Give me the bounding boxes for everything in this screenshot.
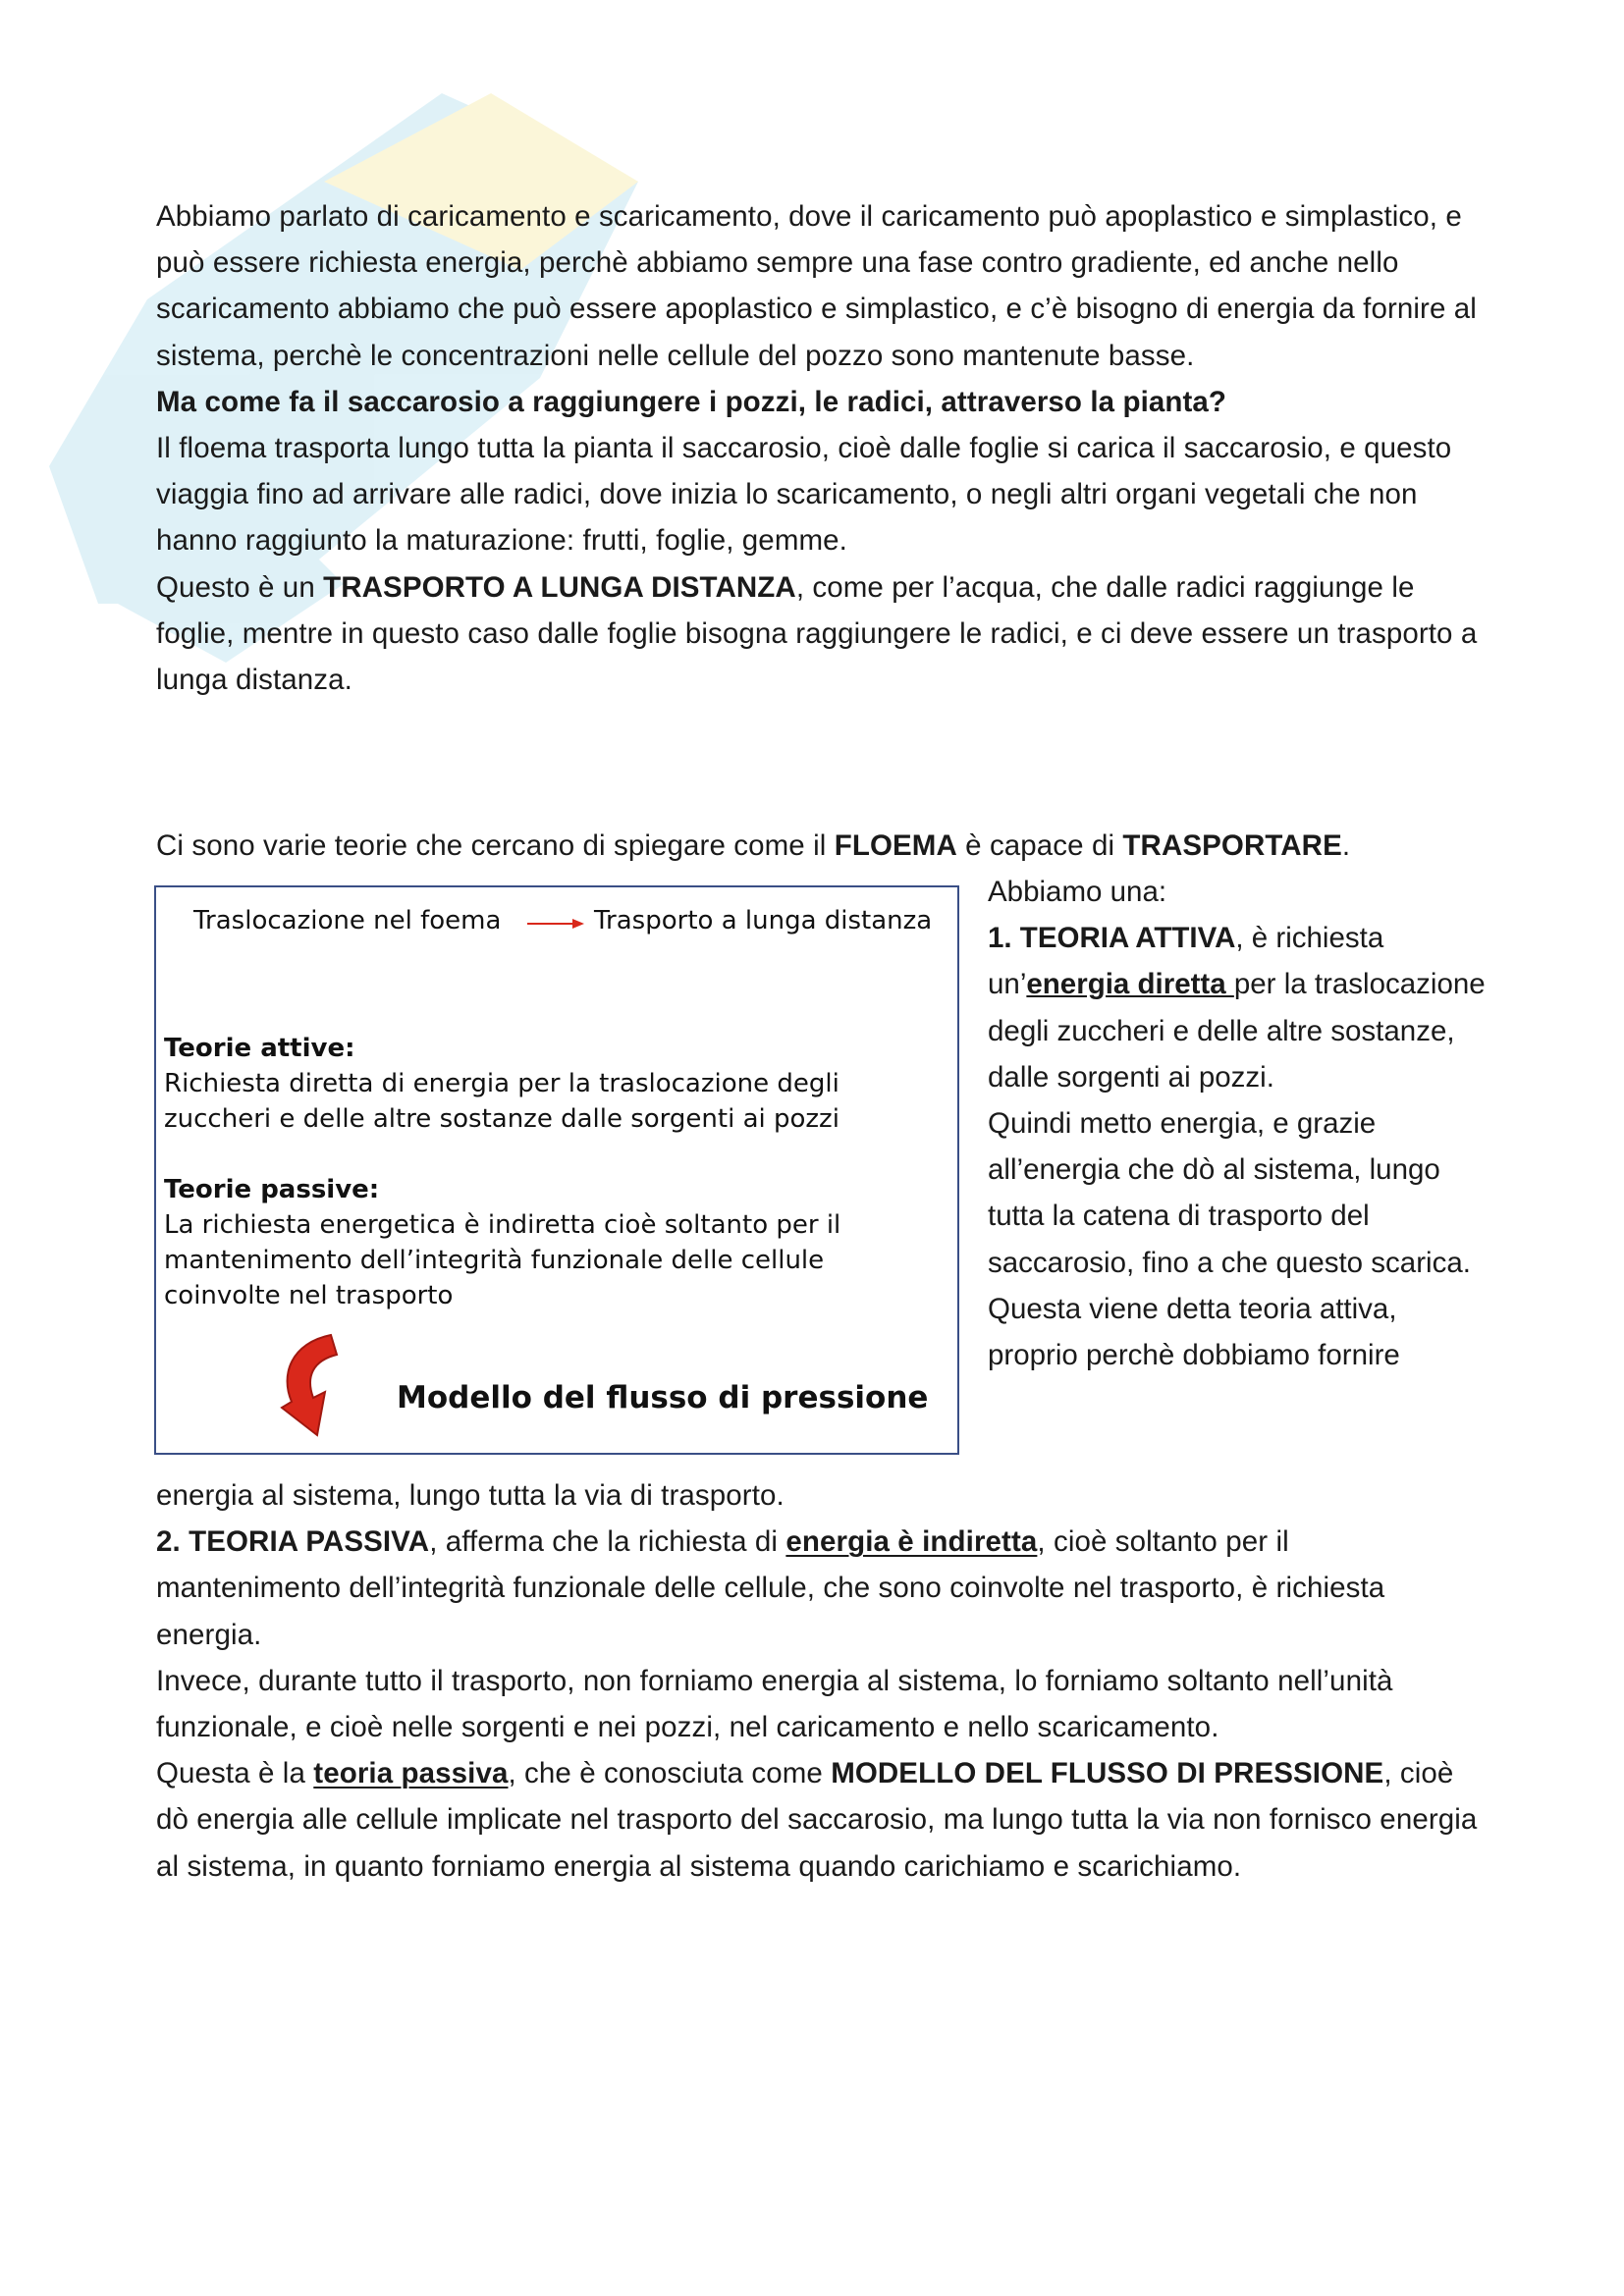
- passive-theories-title: Teorie passive:: [164, 1175, 380, 1204]
- side-paragraph-energia: Quindi metto energia, e grazie all’energia che dò al sistema, lungo tutta la catena di trasporto del saccarosio, fino a che questo scarica.: [988, 1107, 1471, 1279]
- figure-left-label: Traslocazione nel foema: [193, 906, 502, 935]
- text-run: Questa è la: [156, 1757, 314, 1790]
- passive-theory-section: [156, 1472, 1482, 1890]
- text-run: , come per l’acqua, che dalle radici raggiunge le foglie, mentre in questo caso dalle foglie bisogna raggiungere le radici, e ci deve essere un trasporto a lunga distanza.: [156, 570, 1478, 697]
- active-theories-line2: zuccheri e delle altre sostanze dalle sorgenti ai pozzi: [164, 1104, 839, 1134]
- continuation-line: energia al sistema, lungo tutta la via di trasporto.: [156, 1479, 785, 1512]
- side-column: [988, 869, 1489, 1378]
- paragraph-teorie: [156, 823, 1482, 869]
- question-text: Ma come fa il saccarosio a raggiungere i pozzi, le radici, attraverso la pianta?: [156, 385, 1227, 418]
- text-run: .: [1341, 829, 1351, 862]
- term-modello-flusso-pressione: MODELLO DEL FLUSSO DI PRESSIONE: [831, 1757, 1384, 1790]
- paragraph-floema: Il floema trasporta lungo tutta la pianta il saccarosio, cioè dalle foglie si carica il saccarosio, e questo viaggia fino ad arrivare alle radici, dove inizia lo scaricamento, o negli altri organi vegetali che non hanno raggiunto la maturazione: frutti, foglie, gemme.: [156, 432, 1452, 558]
- text-run: per la traslocazione degli zuccheri e delle altre sostanze, dalle sorgenti ai pozzi.: [988, 968, 1486, 1094]
- text-run: , che è conosciuta come: [508, 1757, 832, 1790]
- term-energia-indiretta: energia è indiretta: [785, 1525, 1038, 1559]
- paragraph-caricamento: Abbiamo parlato di caricamento e scaricamento, dove il caricamento può apoplastico e simplastico, e può essere richiesta energia, perchè abbiamo sempre una fase contro gradiente, ed anche nello scaricamento abbiamo che può essere apoplastico e simplastico, e c’è bisogno di energia da fornire al sistema, perchè le concentrazioni nelle cellule del pozzo sono mantenute basse.: [156, 200, 1477, 372]
- active-theory-paragraph: [988, 915, 1489, 1100]
- paragraph-unita-funzionale: Invece, durante tutto il trasporto, non forniamo energia al sistema, lo forniamo soltanto nell’unità funzionale, e cioè nelle sorgenti e nei pozzi, nel caricamento e nello scaricamento.: [156, 1664, 1393, 1744]
- term-energia-diretta: energia diretta: [1026, 968, 1234, 1001]
- curved-arrow-icon: [274, 1329, 357, 1442]
- intro-section: [156, 193, 1482, 703]
- side-paragraph-teoria-attiva: Questa viene detta teoria attiva, proprio perchè dobbiamo fornire: [988, 1292, 1400, 1372]
- text-run: , cioè dò energia alle cellule implicate nel trasporto del saccarosio, ma lungo tutta la via non fornisco energia al sistema, in quanto forniamo energia al sistema quando carichiamo e scarichiamo.: [156, 1757, 1478, 1883]
- theories-intro: [156, 823, 1482, 869]
- text-run: , afferma che la richiesta di: [429, 1525, 786, 1559]
- text-run: Questo è un: [156, 570, 324, 604]
- active-theory-label: 1. TEORIA ATTIVA: [988, 922, 1236, 955]
- pressure-flow-model-label: Modello del flusso di pressione: [397, 1380, 929, 1415]
- term-teoria-passiva: teoria passiva: [313, 1757, 509, 1790]
- active-theories-line1: Richiesta diretta di energia per la traslocazione degli: [164, 1069, 839, 1098]
- term-trasportare: TRASPORTARE: [1122, 829, 1342, 862]
- arrow-right-icon: [527, 917, 584, 931]
- question-heading: [156, 379, 1482, 425]
- active-theories-title: Teorie attive:: [164, 1034, 355, 1063]
- paragraph-trasporto: [156, 564, 1482, 704]
- theories-figure: [154, 885, 959, 1455]
- text-run: , è richiesta un’: [988, 922, 1384, 1001]
- text-run: è capace di: [956, 829, 1123, 862]
- paragraph-teoria-passiva: [156, 1750, 1482, 1890]
- text-run: , cioè soltanto per il mantenimento dell’integrità funzionale delle cellule, che sono coinvolte nel trasporto, è richiesta energia.: [156, 1525, 1385, 1651]
- passive-theories-line1: La richiesta energetica è indiretta cioè soltanto per il: [164, 1210, 841, 1240]
- figure-right-label: Trasporto a lunga distanza: [594, 906, 933, 935]
- term-trasporto-lunga-distanza: TRASPORTO A LUNGA DISTANZA: [323, 570, 796, 604]
- passive-theory-label: 2. TEORIA PASSIVA: [156, 1525, 430, 1559]
- side-intro: Abbiamo una:: [988, 876, 1167, 908]
- passive-theories-line2: mantenimento dell’integrità funzionale delle cellule: [164, 1246, 825, 1275]
- passive-theories-line3: coinvolte nel trasporto: [164, 1281, 454, 1310]
- passive-theory-paragraph: [156, 1519, 1482, 1658]
- term-floema: FLOEMA: [834, 829, 957, 862]
- text-run: Ci sono varie teorie che cercano di spiegare come il: [156, 829, 835, 862]
